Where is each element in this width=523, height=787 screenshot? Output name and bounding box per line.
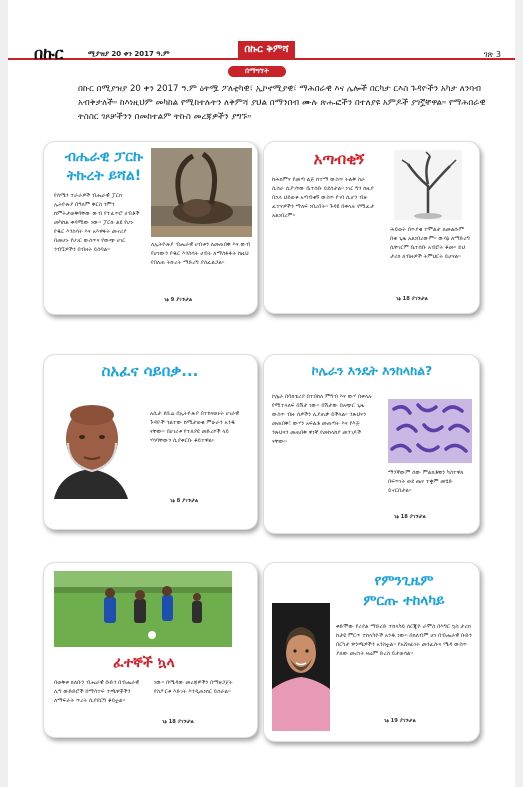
article-title-line1: የምንጊዜም bbox=[374, 573, 434, 589]
article-photo-ibex bbox=[151, 148, 252, 237]
article-byline: ገፅ 18 ያገኙታል bbox=[396, 296, 428, 302]
article-body-right: ነው። በሜዳው መረጃዎችን በማዘጋጀት የስፖርቱ እድገት እንዲጠነክር ይሰራል። bbox=[154, 680, 233, 695]
article-body-right: ለኢትዮጵያ ብሔራዊ ሀብቱን ለመጠበቅ እና ውብ የሆነውን የዱር እንስሳት ሀብት ለማስፋፋት ከዚህ የበለጠ ትኩረት ማድረግ ያስፈልጋል። bbox=[151, 242, 251, 266]
section-badge: በኩር ቅምሻ bbox=[238, 41, 295, 59]
article-title: አጣብቂኝ bbox=[313, 150, 365, 168]
article-byline: ገፅ 18 ያገኙታል bbox=[162, 719, 194, 725]
article-body: አሲታ ደቢሬ በኢትዮጵያ በተከናወኑት ሀገራዊ ጉዳዮች ጎልተው ከሚታወቁ ምሁራን አንዱ ናቸው። በሀገሪቱ የተለያዩ መድረኮች ላይ ሃሳባቸውን ሲያቀርቡ ቆይተዋል። bbox=[150, 411, 240, 444]
masthead-date: ሚያዝያ 20 ቀን 2017 ዓ.ም bbox=[88, 50, 170, 58]
article-title-line2: ትኩረት ይሻል! bbox=[66, 168, 142, 184]
article-byline: ገፅ 9 ያገኙታል bbox=[164, 297, 193, 303]
article-title: ስአፈና ሳይበቃ... bbox=[101, 362, 199, 380]
article-card-cholera[interactable] bbox=[263, 354, 480, 534]
article-title: ፈተኞች ኳላ bbox=[113, 655, 175, 671]
article-byline: ገፅ 19 ያገኙታል bbox=[384, 718, 416, 724]
article-body-left: ኮሌራ በባክቴሪያ በተበከለ ምግብ እና ውሃ በቀላሉ የሚተላለፍ በሽታ ነው። በሽታው በአጭር ጊዜ ውስጥ ብዙ ሰዎችን ሊያጠቃ ይችላል። ንጽህናን መጠበቅ፣ ውሃን አፍልቶ መጠጣት እና የእጅ ንጽህናን መጠበቅ ዋነኛ የመከላከያ መንገዶች ናቸው። bbox=[272, 394, 373, 445]
article-title-line1: ብሔራዊ ፓርኩ bbox=[64, 149, 144, 165]
article-body-left: ከሕክምና የመጣ ልጅ ከተማ ውስጥ ትልቅ ስራ ሲሰራ ሲያገኘው ቤተሰቡ ይደሰታል። ነገር ግን ከዚያ በኋላ ህይወቱ አጣብቂኝ ውስጥ የገባ ሲሆን ብዙ ፈተናዎችን ማለፍ ነበረበት። ጉዳዩ በቀላሉ የሚፈታ አልነበረም። bbox=[272, 177, 375, 219]
article-photo-football bbox=[54, 571, 232, 647]
article-body-right: ሕይወት በጥያቄ ተሞልታ ለመልሱም በቂ ጊዜ አልነበረውም። ውሳኔ ለማድረግ ሲቸገርም ቤተሰቡ አብሮት ቆመ። ይህ ታሪክ ለብዙዎች ትምህርት ይሆናል። bbox=[390, 227, 470, 260]
article-body-left: የሰሜን ተራራዎች ብሔራዊ ፓርክ ኢትዮጵያ በዓለም ቅርስ ጎምጎ ከምትታወቅባቸው ውብ የተፈጥሮ ሀብቶች መካከል ቀዳሚው ነው። ፓርኩ ልዩ የሆኑ የዱር እንስሳት እና አእዋፋት መኖሪያ በመሆኑ የሀገር ውስጥና የውጭ ሀገር ጎብኚዎችን በብዛት ይስባል። bbox=[54, 193, 140, 253]
article-card-interview[interactable] bbox=[43, 354, 258, 530]
article-photo-bacteria bbox=[388, 399, 472, 463]
masthead-name: በኩር bbox=[34, 44, 64, 63]
article-card-football[interactable] bbox=[43, 562, 258, 738]
article-title: ኮሌራን እንዴት እንከላከል? bbox=[311, 363, 433, 378]
intro-tag: በማግኘት bbox=[228, 66, 286, 77]
article-photo-portrait bbox=[44, 395, 136, 499]
article-card-defender[interactable] bbox=[263, 562, 480, 742]
article-body-left: በወቅቱ ክለቡን ብሔራዊ ቡድን በብሔራዊ ሊግ ውድድሮች በማሳተፍ ተጫዋቾችን ለማፍራት ጥረት ሲያደርግ ቆይቷል። bbox=[54, 680, 140, 704]
article-body-right: ማንኛውም ሰው ምልክቶቹን ካስተዋለ በፍጥነት ወደ ጤና ተቋም መሄድ ይኖርበታል። bbox=[388, 470, 464, 494]
page-number bbox=[484, 50, 501, 60]
article-card-park[interactable] bbox=[43, 141, 258, 315]
intro-paragraph bbox=[78, 82, 488, 124]
intro-text: በኩር በሚያዝያ 20 ቀን 2017 ዓ.ም ዕትሟ ፖለቲካዊ፣ ኢኮኖሚያዊ፣ ማሕበራዊ እና ሌሎች በርካታ ርእስ ጉዳዮችን አካታ ለንባብ አብቅታለች። ከእነዚህም መካከል የሚከተሉትን ለቅምሻ ያህል በማንበብ ሙሉ ጽሑፎችን በተለያዩ አምዶች ያገኟቸዋል። የማሕበራዊ ትስስር ገጾቻችንን በመከተልም ትኩስ መረጃዎችን ያግኙ። bbox=[78, 84, 486, 122]
page-prefix: ገጽ bbox=[483, 50, 494, 59]
page-number-value: 3 bbox=[495, 50, 501, 59]
article-title bbox=[54, 148, 154, 186]
article-title bbox=[334, 571, 474, 611]
article-body: ቀድሞው የሪያል ማድሪድ ተከላካይ ሰርጂዮ ራሞስ በእግር ኳስ ታሪክ ከታዩ ምርጥ ተከላካዮች አንዱ ነው። በክለብም ሆነ በብሔራዊ ቡድን በርካታ ዋንጫዎችን አንስቷል። የአሸናፊነት መንፈሱና ሜዳ ውስጥ ያለው መሪነት ዛሬም ድረስ ይታወሳል። bbox=[336, 624, 472, 657]
article-title-line2: ምርጡ ተከላካይ bbox=[363, 593, 445, 609]
article-byline: ገፅ 8 ያገኙታል bbox=[170, 498, 199, 504]
article-photo-player bbox=[272, 603, 330, 731]
article-byline: ገፅ 18 ያገኙታል bbox=[394, 514, 426, 520]
article-illustration-tree bbox=[394, 150, 462, 220]
article-card-dilemma[interactable] bbox=[263, 141, 480, 314]
